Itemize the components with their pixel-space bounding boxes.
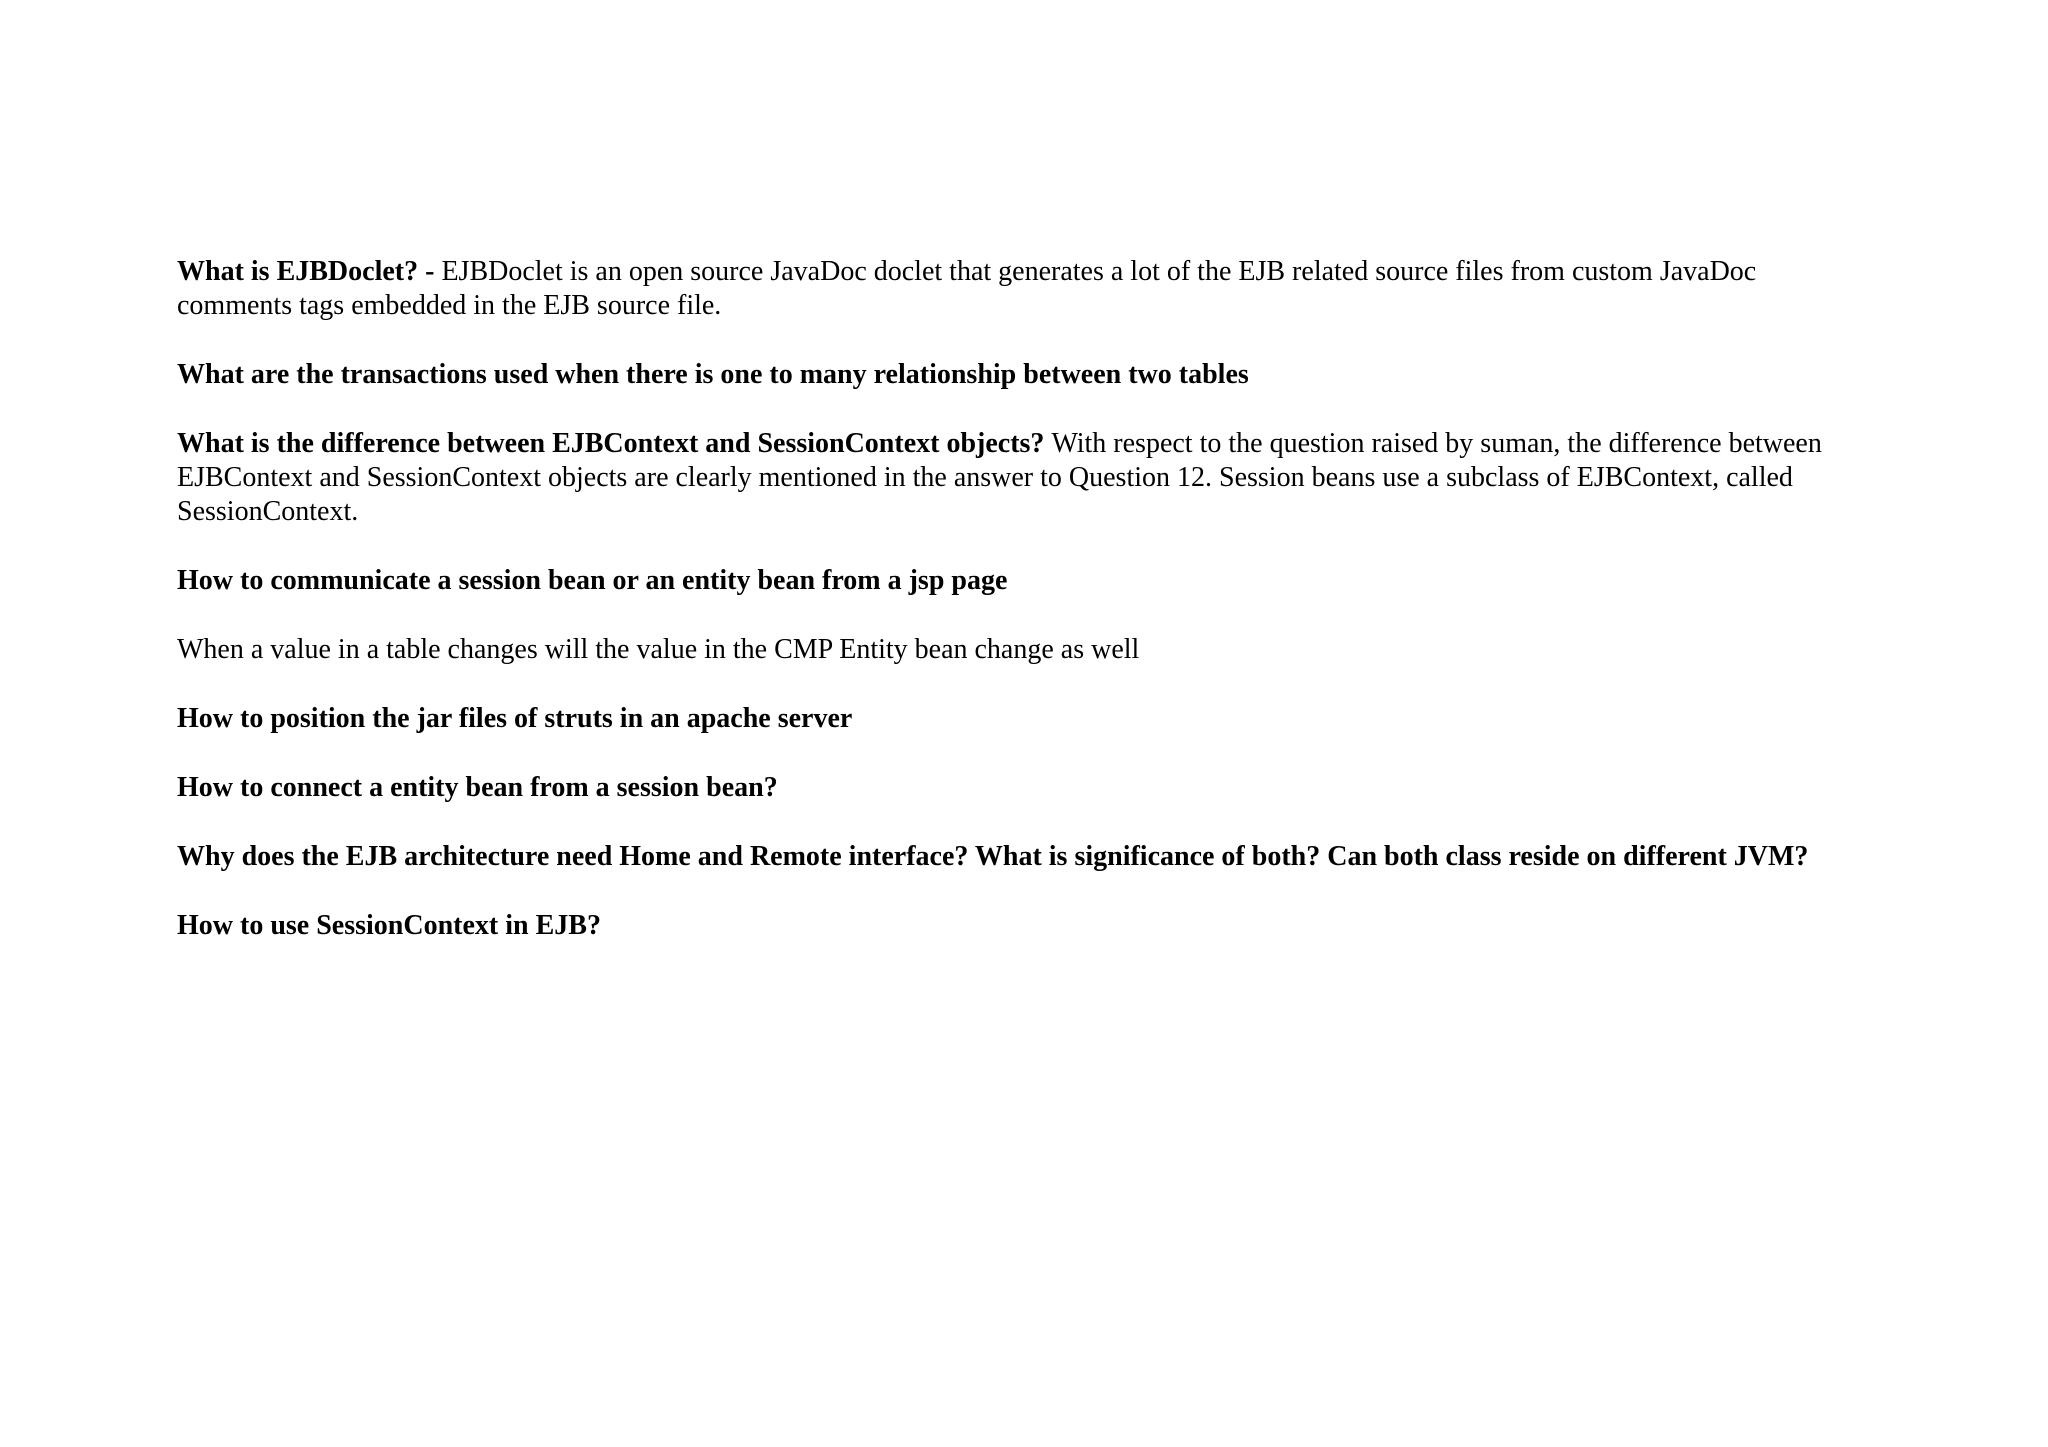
paragraph-ejbcontext-difference	[177, 427, 1867, 529]
question-text: How to use SessionContext in EJB?	[177, 910, 601, 941]
paragraph-transactions	[177, 358, 1867, 392]
question-text: How to communicate a session bean or an entity bean from a jsp page	[177, 565, 1008, 596]
paragraph-sessioncontext-usage	[177, 909, 1867, 943]
paragraph-jsp-communication	[177, 564, 1867, 598]
paragraph-struts-jar	[177, 702, 1867, 736]
question-text: How to position the jar files of struts in an apache server	[177, 703, 853, 734]
question-text: What is EJBDoclet? -	[177, 256, 442, 287]
paragraph-cmp-entity-bean	[177, 633, 1867, 667]
plain-text: When a value in a table changes will the value in the CMP Entity bean change as well	[177, 634, 1140, 665]
question-text: What is the difference between EJBContext and SessionContext objects?	[177, 428, 1052, 459]
paragraph-connect-entity-bean	[177, 771, 1867, 805]
question-text: Why does the EJB architecture need Home and Remote interface? What is significance of both? Can both class reside on different JVM?	[177, 841, 1809, 872]
question-text: What are the transactions used when there is one to many relationship between two tables	[177, 359, 1249, 390]
paragraph-home-remote-interface	[177, 840, 1867, 874]
question-text: How to connect a entity bean from a session bean?	[177, 772, 778, 803]
answer-text: EJBDoclet is an open source JavaDoc doclet that generates a lot of the EJB related source files from custom JavaDoc comments tags embedded in the EJB source file.	[177, 256, 1757, 321]
paragraph-ejbdoclet	[177, 255, 1867, 323]
answer-text: With respect to the question raised by suman, the difference between EJBContext and SessionContext objects are clearly mentioned in the answer to Question 12. Session beans use a subclass of EJBContext, called SessionContext.	[177, 428, 1822, 527]
document-page	[177, 255, 1867, 978]
